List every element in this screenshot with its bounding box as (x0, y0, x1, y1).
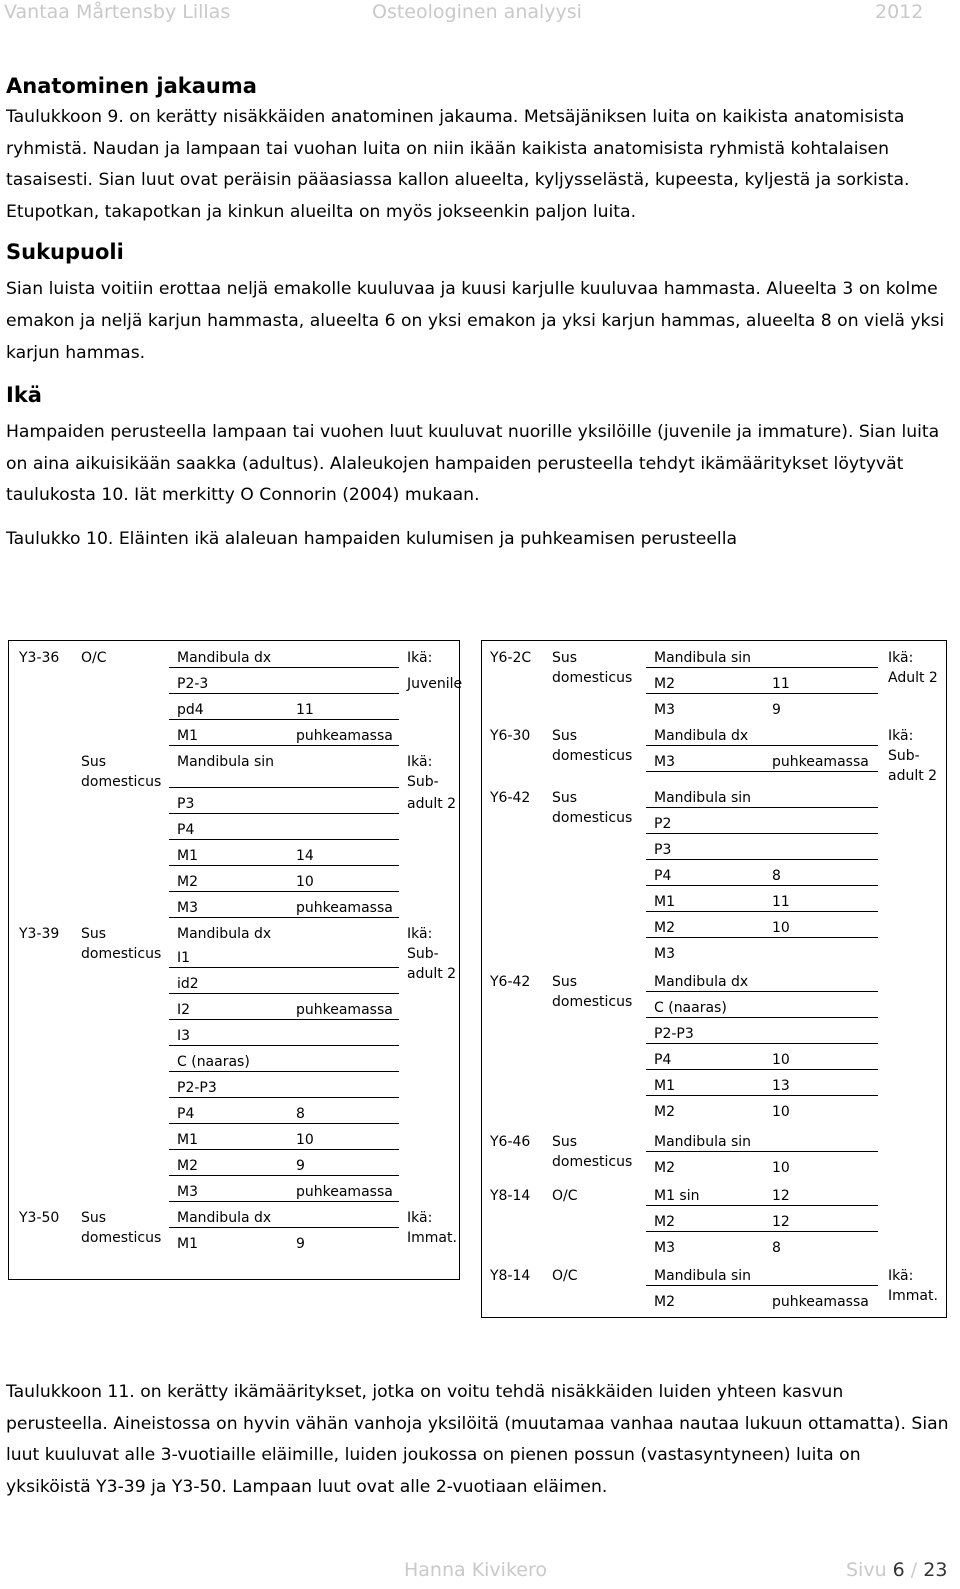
table-cell: 9 (296, 1236, 305, 1252)
table-cell: M1 (177, 728, 198, 744)
table-cell: adult 2 (407, 796, 457, 812)
table-cell: Y6-2C (490, 650, 532, 666)
table-cell: Juvenile (407, 676, 463, 692)
table-rule (646, 859, 878, 860)
table-cell: Y3-50 (19, 1210, 60, 1226)
table-cell: Sus (552, 790, 578, 806)
table-cell: domesticus (552, 670, 633, 686)
footer-page-current: 6 (892, 1559, 905, 1581)
table-cell: Mandibula dx (654, 728, 749, 744)
table-cell: Sus (81, 1210, 107, 1226)
table-cell: M2 (177, 1158, 198, 1174)
table-rule (169, 719, 399, 720)
table-cell: adult 2 (407, 966, 457, 982)
footer-page-label: Sivu (846, 1559, 893, 1581)
table-cell: P4 (654, 1052, 672, 1068)
table-cell: P3 (177, 796, 195, 812)
table-cell: Mandibula sin (654, 790, 752, 806)
table-cell: Sus (552, 974, 578, 990)
table-cell: 10 (772, 1104, 790, 1120)
table-rule (169, 787, 399, 788)
table-cell: Sus (552, 728, 578, 744)
table-cell: M2 (177, 874, 198, 890)
table-cell: M1 (177, 848, 198, 864)
table-cell: O/C (552, 1188, 578, 1204)
table-cell: C (naaras) (177, 1054, 250, 1070)
table-rule (169, 917, 399, 918)
table-cell: M1 (177, 1236, 198, 1252)
table-cell: M3 (177, 900, 198, 916)
table-rule (169, 745, 399, 746)
table-cell: P2-3 (177, 676, 209, 692)
table-rule (169, 1201, 399, 1202)
table-caption: Taulukko 10. Eläinten ikä alaleuan hampaiden kulumisen ja puhkeamisen perusteella (6, 528, 738, 549)
table-rule (169, 993, 399, 994)
table-cell: 10 (296, 1132, 314, 1148)
table-cell: Sus (552, 1134, 578, 1150)
header-left: Vantaa Mårtensby Lillas (4, 1, 231, 23)
table-cell: I1 (177, 950, 191, 966)
header-right: 2012 (875, 1, 924, 23)
table-cell: Mandibula sin (177, 754, 275, 770)
footer-page-sep: / (904, 1559, 924, 1581)
table-cell: Mandibula sin (654, 1134, 752, 1150)
table-cell: M2 (654, 676, 675, 692)
table-cell: Sus (81, 926, 107, 942)
table-cell: M1 (654, 894, 675, 910)
table-cell: I2 (177, 1002, 191, 1018)
table-rule (169, 1071, 399, 1072)
table-cell: 8 (772, 868, 781, 884)
table-cell: M3 (177, 1184, 198, 1200)
age-table-left (8, 640, 463, 1280)
table-rule (169, 1045, 399, 1046)
table-cell: Ikä: (407, 650, 433, 666)
table-rule (646, 693, 878, 694)
table-cell: Immat. (407, 1230, 457, 1246)
table-cell: domesticus (552, 994, 633, 1010)
table-rule (646, 1017, 878, 1018)
table-cell: domesticus (81, 1230, 162, 1246)
table-cell: Ikä: (888, 728, 914, 744)
table-rule (646, 1151, 878, 1152)
table-cell: P3 (654, 842, 672, 858)
table-cell: Sub- (407, 946, 439, 962)
table-cell: P2 (654, 816, 672, 832)
table-cell: domesticus (552, 810, 633, 826)
table-cell: Adult 2 (888, 670, 938, 686)
table-rule (646, 1205, 878, 1206)
table-cell: Mandibula dx (654, 974, 749, 990)
table-rule (646, 807, 878, 808)
table-cell: adult 2 (888, 768, 938, 784)
paragraph-taulukkoon-11: Taulukkoon 11. on kerätty ikämääritykset, jotka on voitu tehdä nisäkkäiden luiden yhteen kasvun perusteella. Aineistossa on hyvin vähän vanhoja yksilöitä (muutamaa vanhaa nautaa lukuun ottamatta). Sian luut kuuluvat alle 3-vuotiaille eläimille, luiden joukossa on pienen possun (vastasyntyneen) luita on yksiköistä Y3-39 ja Y3-50. Lampaan luut ovat alle 2-vuotiaan eläimen. (6, 1382, 949, 1497)
table-cell: M2 (654, 1160, 675, 1176)
table-cell: P4 (177, 1106, 195, 1122)
table-rule (646, 771, 878, 772)
footer-page-total: 23 (923, 1559, 948, 1581)
table-cell: Y6-46 (490, 1134, 531, 1150)
table-rule (169, 813, 399, 814)
heading-anatominen-jakauma: Anatominen jakauma (6, 74, 257, 98)
table-cell: domesticus (552, 1154, 633, 1170)
table-cell: Immat. (888, 1288, 938, 1304)
table-cell: puhkeamassa (772, 1294, 869, 1310)
table-cell: Sus (552, 650, 578, 666)
table-cell: P4 (654, 868, 672, 884)
table-cell: id2 (177, 976, 199, 992)
table-rule (169, 667, 399, 668)
table-cell: domesticus (81, 946, 162, 962)
age-table-right (481, 640, 947, 1318)
table-cell: 12 (772, 1188, 790, 1204)
paragraph-anatominen: Taulukkoon 9. on kerätty nisäkkäiden anatominen jakauma. Metsäjäniksen luita on kaikista anatomisista ryhmistä. Naudan ja lampaan tai vuohan luita on niin ikään kaikista anatomisista ryhmistä kohtalaisen tasaisesti. Sian luut ovat peräisin pääasiassa kallon alueelta, kyljysselästä, kupeesta, kyljestä ja sorkista. Etupotkan, takapotkan ja kinkun alueilta on myös jokseenkin paljon luita. (6, 107, 910, 222)
table-cell: puhkeamassa (296, 1184, 393, 1200)
table-rule (646, 833, 878, 834)
table-rule (169, 1123, 399, 1124)
table-cell: 13 (772, 1078, 790, 1094)
table-rule (646, 1043, 878, 1044)
table-rule (169, 1019, 399, 1020)
table-cell: M2 (654, 1214, 675, 1230)
table-cell: Y8-14 (490, 1268, 531, 1284)
table-cell: Sus (81, 754, 107, 770)
table-cell: domesticus (81, 774, 162, 790)
table-cell: 11 (296, 702, 314, 718)
table-cell: M3 (654, 1240, 675, 1256)
table-cell: Ikä: (407, 926, 433, 942)
table-rule (646, 1231, 878, 1232)
table-cell: Y3-39 (19, 926, 60, 942)
heading-ika: Ikä (6, 383, 42, 408)
table-cell: 8 (296, 1106, 305, 1122)
table-cell: Ikä: (407, 1210, 433, 1226)
table-cell: P2-P3 (654, 1026, 694, 1042)
table-cell: M1 (177, 1132, 198, 1148)
table-rule (646, 937, 878, 938)
table-rule (646, 1095, 878, 1096)
table-cell: M1 (654, 1078, 675, 1094)
table-cell: puhkeamassa (296, 728, 393, 744)
table-cell: 9 (772, 702, 781, 718)
table-rule (169, 865, 399, 866)
table-rule (646, 1069, 878, 1070)
table-cell: M2 (654, 1294, 675, 1310)
footer-page-number (846, 1559, 947, 1581)
table-cell: M3 (654, 702, 675, 718)
table-cell: 10 (772, 920, 790, 936)
table-cell: M3 (654, 946, 675, 962)
table-cell: pd4 (177, 702, 204, 718)
heading-sukupuoli: Sukupuoli (6, 240, 124, 265)
table-cell: M3 (654, 754, 675, 770)
table-cell: M1 sin (654, 1188, 700, 1204)
table-cell: 12 (772, 1214, 790, 1230)
table-cell: Mandibula dx (177, 1210, 272, 1226)
table-cell: domesticus (552, 748, 633, 764)
table-cell: M2 (654, 920, 675, 936)
page-header (0, 0, 960, 28)
table-cell: Sub- (888, 748, 920, 764)
table-cell: C (naaras) (654, 1000, 727, 1016)
table-cell: puhkeamassa (296, 900, 393, 916)
table-rule (646, 885, 878, 886)
table-rule (646, 911, 878, 912)
table-cell: I3 (177, 1028, 191, 1044)
table-rule (646, 1285, 878, 1286)
table-cell: 11 (772, 676, 790, 692)
table-rule (169, 891, 399, 892)
table-cell: P4 (177, 822, 195, 838)
table-rule (169, 839, 399, 840)
table-cell: Y6-42 (490, 790, 531, 806)
table-cell: P2-P3 (177, 1080, 217, 1096)
table-cell: Y6-30 (490, 728, 531, 744)
table-cell: 10 (296, 874, 314, 890)
table-cell: 10 (772, 1052, 790, 1068)
table-cell: Y3-36 (19, 650, 60, 666)
table-cell: Ikä: (407, 754, 433, 770)
table-cell: Mandibula sin (654, 1268, 752, 1284)
table-cell: puhkeamassa (296, 1002, 393, 1018)
table-cell: O/C (81, 650, 107, 666)
table-rule (646, 667, 878, 668)
table-rule (169, 1227, 399, 1228)
table-cell: 14 (296, 848, 314, 864)
table-cell: Sub- (407, 774, 439, 790)
table-rule (169, 1149, 399, 1150)
table-cell: O/C (552, 1268, 578, 1284)
paragraph-ika: Hampaiden perusteella lampaan tai vuohen luut kuuluvat nuorille yksilöille (juvenile ja immature). Sian luita on aina aikuisikään saakka (adultus). Alaleukojen hampaiden perusteella tehdyt ikämääritykset löytyvät taulukosta 10. Iät merkitty O Connorin (2004) mukaan. (6, 422, 940, 506)
table-cell: M2 (654, 1104, 675, 1120)
table-cell: 11 (772, 894, 790, 910)
header-center: Osteologinen analyysi (372, 1, 582, 23)
table-cell: Y8-14 (490, 1188, 531, 1204)
table-cell: Mandibula sin (654, 650, 752, 666)
table-cell: Mandibula dx (177, 650, 272, 666)
footer-author: Hanna Kivikero (404, 1559, 547, 1581)
table-rule (169, 1175, 399, 1176)
table-rule (646, 991, 878, 992)
table-cell: Y6-42 (490, 974, 531, 990)
table-cell: 8 (772, 1240, 781, 1256)
main-content (6, 68, 950, 556)
table-cell: Ikä: (888, 650, 914, 666)
table-rule (169, 967, 399, 968)
table-cell: puhkeamassa (772, 754, 869, 770)
table-cell: 10 (772, 1160, 790, 1176)
paragraph-sukupuoli: Sian luista voitiin erottaa neljä emakolle kuuluvaa ja kuusi karjulle kuuluvaa hammasta. Alueelta 3 on kolme emakon ja neljä karjun hammasta, alueelta 6 on yksi emakon ja yksi karjun hammas, alueelta 8 on vielä yksi karjun hammas. (6, 279, 945, 363)
table-cell: 9 (296, 1158, 305, 1174)
table-rule (169, 693, 399, 694)
table-cell: Mandibula dx (177, 926, 272, 942)
table-cell: Ikä: (888, 1268, 914, 1284)
table-rule (169, 1097, 399, 1098)
table-rule (646, 745, 878, 746)
